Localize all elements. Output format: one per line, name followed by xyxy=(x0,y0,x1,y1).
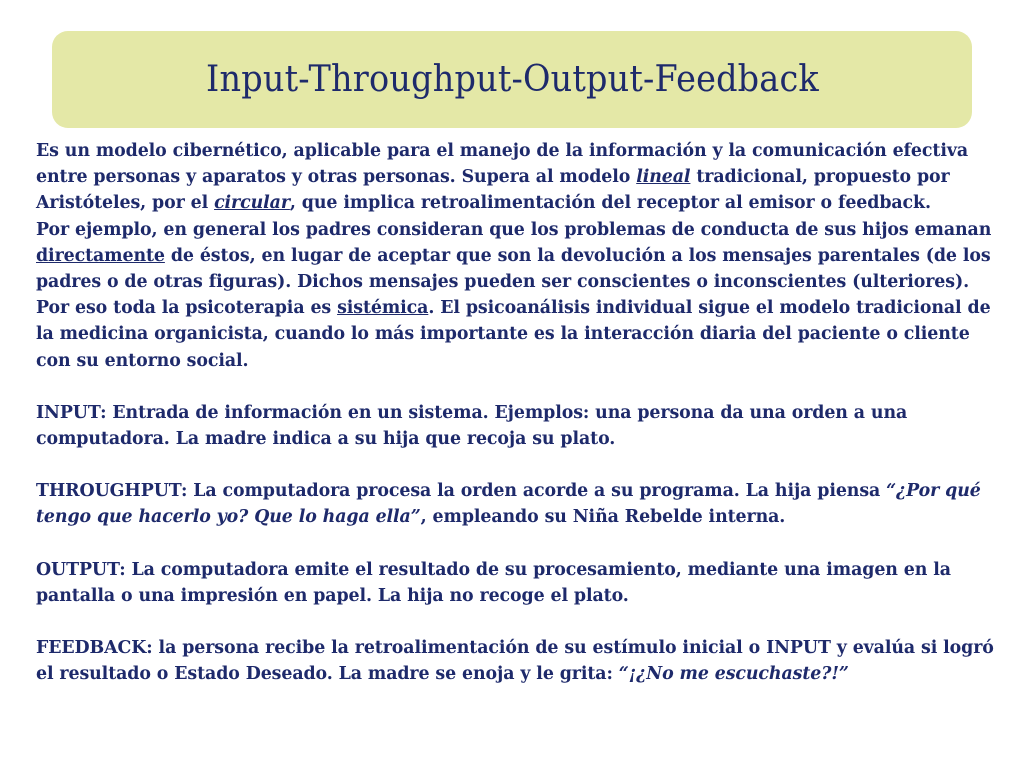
slide-title: Input-Throughput-Output-Feedback xyxy=(205,59,819,100)
directamente-term: directamente xyxy=(36,245,165,266)
throughput-text-a: THROUGHPUT: La computadora procesa la orden acorde a su programa. La hija piensa xyxy=(36,481,887,502)
feedback-text-a: FEEDBACK: la persona recibe la retroalimentación de su estímulo inicial o INPUT y evalúa si logró el resultado o Estado Deseado. La madre se enoja y le grita: xyxy=(36,638,994,685)
intro-p2-text-a: Por ejemplo, en general los padres consideran que los problemas de conducta de sus hijos emanan xyxy=(36,219,992,240)
spacer xyxy=(36,452,996,478)
spacer xyxy=(36,531,996,557)
title-banner xyxy=(52,31,972,128)
intro-p2-text-b: de éstos, en lugar de aceptar que son la devolución a los mensajes parentales (de los padres o de otras figuras). Dichos mensajes pueden ser conscientes o inconscientes (ulteriores). Por eso toda la psicoterapia es xyxy=(36,245,991,319)
intro-p1-text-b: tradicional, propuesto por Aristóteles, por el xyxy=(36,167,950,214)
slide-body xyxy=(36,138,996,687)
spacer xyxy=(36,374,996,400)
lineal-term: lineal xyxy=(636,167,691,188)
feedback-quote: “¡¿No me escuchaste?!” xyxy=(618,664,849,685)
intro-p1-text-c: , que implica retroalimentación del receptor al emisor o feedback. xyxy=(289,193,931,214)
intro-p1-text-a: Es un modelo cibernético, aplicable para el manejo de la información y la comunicación efectiva entre personas y aparatos y otras personas. Supera al modelo xyxy=(36,141,968,188)
feedback-paragraph xyxy=(36,635,996,687)
throughput-paragraph xyxy=(36,478,996,530)
input-paragraph: INPUT: Entrada de información en un sistema. Ejemplos: una persona da una orden a una computadora. La madre indica a su hija que recoja su plato. xyxy=(36,402,908,450)
intro-p2-text-c: . El psicoanálisis individual sigue el modelo tradicional de la medicina organicista, cuando lo más importante es la interacción diaria del paciente o cliente con su entorno social. xyxy=(36,298,991,371)
intro-paragraph-2 xyxy=(36,217,996,374)
spacer xyxy=(36,609,996,635)
sistemica-term: sistémica xyxy=(337,298,429,319)
throughput-text-b: , empleando su Niña Rebelde interna. xyxy=(420,507,786,528)
output-paragraph: OUTPUT: La computadora emite el resultado de su procesamiento, mediante una imagen en la pantalla o una impresión en papel. La hija no recoge el plato. xyxy=(36,559,951,606)
circular-term: circular xyxy=(214,193,290,214)
intro-paragraph-1 xyxy=(36,138,996,217)
throughput-quote: “¿Por qué tengo que hacerlo yo? Que lo haga ella” xyxy=(36,481,981,528)
